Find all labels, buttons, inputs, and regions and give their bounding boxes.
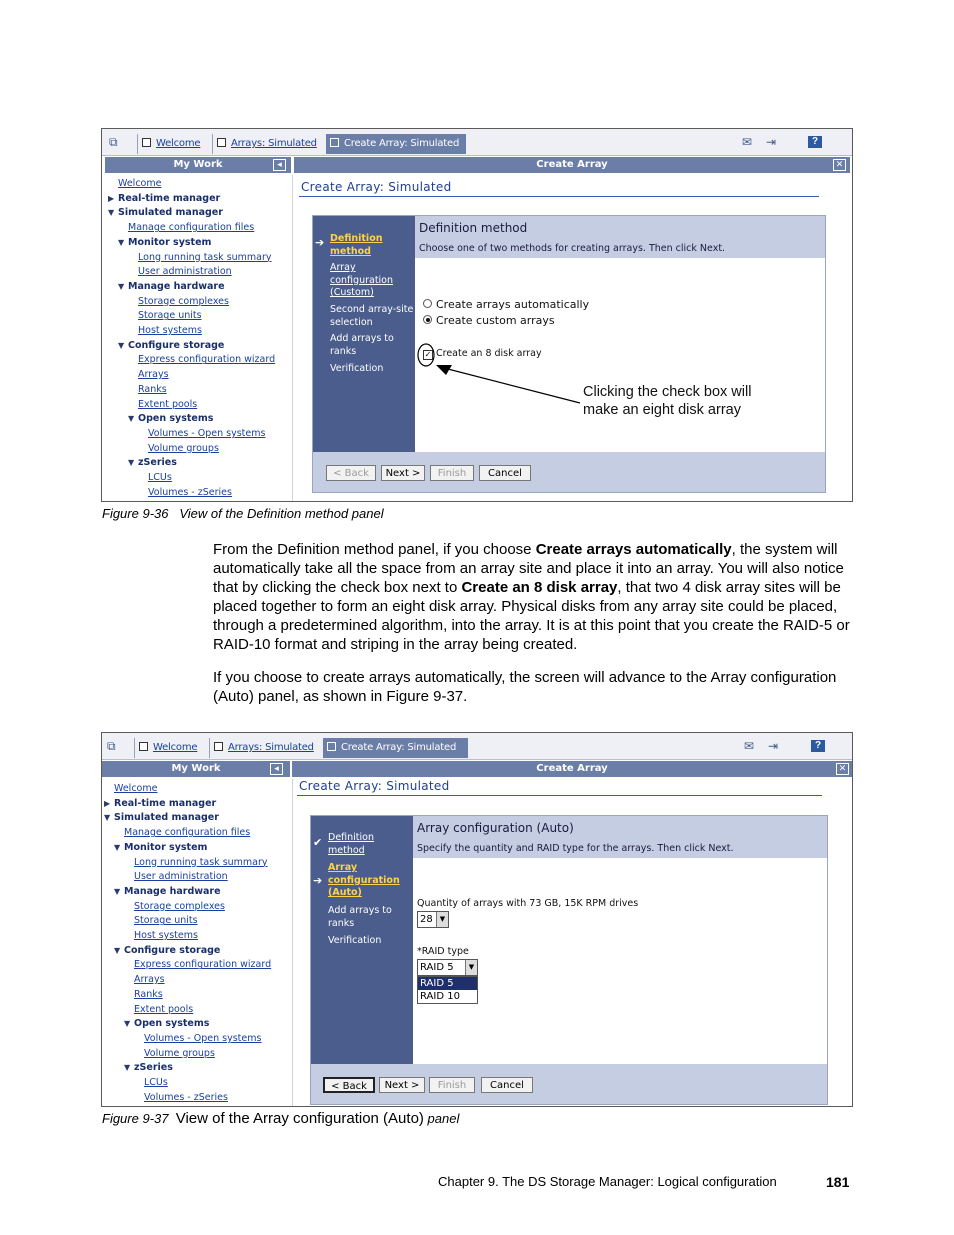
expand-right-icon[interactable]: ▶	[104, 798, 111, 808]
screenshot-definition-method	[101, 128, 853, 502]
collapse-icon[interactable]: ◂	[273, 159, 286, 171]
expand-down-icon[interactable]: ▼	[124, 1019, 131, 1029]
expand-down-icon[interactable]: ▼	[118, 281, 125, 291]
nav-item-manage-hardware[interactable]: Manage hardware	[128, 280, 225, 292]
callout-circle	[418, 344, 434, 366]
my-work-title: My Work	[173, 159, 223, 170]
panel-header	[413, 816, 827, 858]
nav-item-express-configuration-wizard[interactable]: Express configuration wizard	[134, 959, 272, 971]
panel-description: Choose one of two methods for creating arrays. Then click Next.	[419, 243, 726, 254]
nav-item-user-administration[interactable]: User administration	[138, 266, 232, 278]
nav-item-user-administration[interactable]: User administration	[134, 871, 228, 883]
create-array-title: Create Array	[536, 763, 608, 774]
raid-type-label: *RAID type	[417, 946, 469, 957]
quantity-select[interactable]	[417, 911, 449, 928]
screenshot-array-configuration-auto	[101, 732, 853, 1107]
back-button[interactable]: < Back	[326, 465, 376, 481]
nav-item-volume-groups[interactable]: Volume groups	[148, 442, 219, 454]
close-icon[interactable]: ✕	[833, 159, 846, 171]
logout-icon[interactable]: ⇥	[768, 739, 779, 753]
nav-item-configure-storage[interactable]: Configure storage	[128, 339, 225, 351]
nav-item-manage-configuration-files[interactable]: Manage configuration files	[124, 827, 251, 839]
nav-item-volume-groups[interactable]: Volume groups	[144, 1047, 215, 1059]
back-button[interactable]: < Back	[323, 1077, 375, 1093]
callout-line-2: make an eight disk array	[583, 402, 741, 418]
step-array-configuration-auto[interactable]: Array configuration (Auto)	[328, 862, 400, 898]
nav-item-ranks[interactable]: Ranks	[138, 383, 167, 395]
wizard-steps	[311, 816, 413, 1064]
expand-down-icon[interactable]: ▼	[114, 945, 121, 955]
logout-icon[interactable]: ⇥	[766, 135, 777, 149]
nav-item-simulated-manager[interactable]: Simulated manager	[118, 207, 223, 219]
quantity-value: 28	[420, 914, 433, 925]
nav-item-monitor-system[interactable]: Monitor system	[124, 841, 208, 853]
portfolio-icon[interactable]: ⧉	[109, 135, 118, 149]
nav-item-host-systems[interactable]: Host systems	[134, 930, 198, 941]
cancel-button[interactable]: Cancel	[479, 465, 531, 481]
nav-item-lcus[interactable]: LCUs	[148, 472, 172, 483]
nav-item-real-time-manager[interactable]: Real-time manager	[118, 192, 221, 204]
finish-button[interactable]: Finish	[429, 1077, 475, 1093]
nav-item-zseries[interactable]: zSeries	[134, 1062, 173, 1074]
nav-item-zseries[interactable]: zSeries	[138, 457, 177, 469]
expand-down-icon[interactable]: ▼	[124, 1063, 131, 1073]
caption-number: Figure 9-36	[102, 506, 169, 521]
nav-item-welcome[interactable]: Welcome	[118, 178, 162, 189]
expand-down-icon[interactable]: ▼	[128, 414, 135, 424]
caption-text: View of the Definition method panel	[179, 506, 384, 521]
step-verification: Verification	[330, 363, 384, 374]
tab-arrays-simulated[interactable]: Arrays: Simulated	[212, 134, 322, 154]
title-rule	[297, 795, 822, 796]
footer-chapter: Chapter 9. The DS Storage Manager: Logical configuration	[438, 1174, 777, 1189]
panel-description: Specify the quantity and RAID type for the arrays. Then click Next.	[417, 843, 734, 854]
radio-label: Create arrays automatically	[436, 298, 590, 311]
quantity-label: Quantity of arrays with 73 GB, 15K RPM drives	[417, 898, 639, 909]
tab-welcome[interactable]: Welcome	[134, 738, 206, 758]
dropdown-arrow-icon[interactable]: ▼	[436, 912, 448, 927]
step-add-arrays-to-ranks: Add arrays to ranks	[330, 333, 394, 357]
raid-type-options	[417, 976, 478, 1004]
raid-option-10[interactable]: RAID 10	[420, 991, 460, 1002]
page-number: 181	[826, 1174, 850, 1190]
cancel-button[interactable]: Cancel	[481, 1077, 533, 1093]
wizard-panel	[310, 815, 828, 1105]
step-add-arrays-to-ranks: Add arrays to ranks	[328, 905, 392, 929]
my-work-title: My Work	[171, 763, 221, 774]
nav-item-welcome[interactable]: Welcome	[114, 783, 158, 794]
nav-item-configure-storage[interactable]: Configure storage	[124, 944, 221, 956]
close-icon[interactable]: ✕	[836, 763, 849, 775]
finish-button[interactable]: Finish	[430, 465, 474, 481]
create-array-header	[292, 761, 852, 777]
tab-create-array[interactable]: Create Array: Simulated	[323, 738, 468, 758]
expand-down-icon[interactable]: ▼	[114, 886, 121, 896]
callout-text	[583, 383, 751, 419]
expand-right-icon[interactable]: ▶	[108, 193, 115, 203]
next-button[interactable]: Next >	[381, 465, 425, 481]
button-bar	[311, 1064, 827, 1104]
nav-item-storage-complexes[interactable]: Storage complexes	[134, 900, 225, 912]
expand-down-icon[interactable]: ▼	[118, 340, 125, 350]
nav-item-simulated-manager[interactable]: Simulated manager	[114, 812, 219, 824]
panel-title: Array configuration (Auto)	[417, 821, 574, 835]
nav-item-real-time-manager[interactable]: Real-time manager	[114, 797, 217, 809]
nav-item-arrays[interactable]: Arrays	[134, 974, 165, 986]
step-second-array-site-selection: Second array-site selection	[330, 304, 414, 328]
nav-item-manage-hardware[interactable]: Manage hardware	[124, 885, 221, 897]
tab-create-array[interactable]: Create Array: Simulated	[326, 134, 466, 154]
tab-arrays-simulated[interactable]: Arrays: Simulated	[209, 738, 319, 758]
caption-text: View of the Array configuration (Auto)	[175, 1110, 424, 1127]
completed-check-icon: ✔	[313, 836, 323, 849]
my-work-header	[102, 761, 290, 777]
nav-item-monitor-system[interactable]: Monitor system	[128, 236, 212, 248]
nav-item-volumes-open-systems[interactable]: Volumes - Open systems	[144, 1032, 262, 1044]
nav-item-open-systems[interactable]: Open systems	[138, 413, 214, 425]
radio-label: Create custom arrays	[436, 314, 555, 327]
paragraph-1: From the Definition method panel, if you choose Create arrays automatically, the system will automatically take all the space from an array site and place it into an array. You will also notice that by clicking the check box next to Create an 8 disk array, that two 4 disk array sites will be placed together to form an eight disk array. Physical disks from any array site could be placed, through a predetermined algorithm, into the array. It is at this point that you create the RAID-5 or RAID-10 format and striping in the array being created.	[213, 541, 850, 653]
nav-item-volumes-zseries[interactable]: Volumes - zSeries	[148, 486, 232, 498]
current-step-arrow-icon: ➔	[315, 236, 325, 249]
nav-item-volumes-open-systems[interactable]: Volumes - Open systems	[148, 427, 266, 439]
caption-number: Figure 9-37	[102, 1111, 169, 1126]
nav-item-open-systems[interactable]: Open systems	[134, 1018, 210, 1030]
create-array-title: Create Array	[536, 159, 608, 170]
nav-item-storage-units[interactable]: Storage units	[138, 310, 202, 322]
expand-down-icon[interactable]: ▼	[104, 813, 111, 823]
raid-type-select[interactable]	[417, 959, 478, 976]
expand-down-icon[interactable]: ▼	[114, 842, 121, 852]
nav-item-long-running-task-summary[interactable]: Long running task summary	[138, 251, 272, 263]
nav-item-express-configuration-wizard[interactable]: Express configuration wizard	[138, 354, 276, 366]
figure-caption-9-37	[102, 1110, 459, 1127]
page-title: Create Array: Simulated	[299, 779, 450, 793]
nav-item-lcus[interactable]: LCUs	[144, 1077, 168, 1088]
step-array-configuration-custom[interactable]: Array configuration (Custom)	[330, 262, 394, 298]
help-icon[interactable]: ?	[808, 136, 822, 148]
tab-welcome[interactable]: Welcome	[137, 134, 209, 154]
help-icon[interactable]: ?	[811, 740, 825, 752]
tab-bar	[102, 733, 852, 760]
paragraph-2: If you choose to create arrays automatically, the screen will advance to the Array configuration (Auto) panel, as shown in Figure 9-37.	[213, 669, 837, 705]
nav-item-host-systems[interactable]: Host systems	[138, 325, 202, 336]
nav-item-extent-pools[interactable]: Extent pools	[134, 1003, 194, 1015]
mail-icon[interactable]: ✉	[744, 739, 755, 753]
caption-tail: panel	[427, 1111, 460, 1126]
expand-down-icon[interactable]: ▼	[128, 458, 135, 468]
expand-down-icon[interactable]: ▼	[118, 237, 125, 247]
panel-title: Definition method	[419, 221, 528, 235]
step-definition-method[interactable]: Definition method	[330, 233, 383, 257]
collapse-icon[interactable]: ◂	[270, 763, 283, 775]
current-step-arrow-icon: ➔	[313, 874, 323, 887]
panel-body	[413, 816, 827, 1064]
callout-line-1: Clicking the check box will	[583, 384, 752, 400]
dropdown-arrow-icon[interactable]: ▼	[465, 960, 477, 975]
callout-line	[444, 368, 580, 403]
figure-caption-9-36	[102, 506, 384, 521]
raid-type-value: RAID 5	[420, 962, 454, 973]
checkbox[interactable]: ✓	[424, 350, 432, 359]
nav-item-storage-complexes[interactable]: Storage complexes	[138, 295, 229, 307]
nav-item-long-running-task-summary[interactable]: Long running task summary	[134, 856, 268, 868]
step-verification: Verification	[328, 935, 382, 946]
nav-item-arrays[interactable]: Arrays	[138, 369, 169, 381]
nav-item-extent-pools[interactable]: Extent pools	[138, 398, 198, 410]
next-button[interactable]: Next >	[379, 1077, 425, 1093]
nav-item-ranks[interactable]: Ranks	[134, 988, 163, 1000]
nav-item-manage-configuration-files[interactable]: Manage configuration files	[128, 222, 255, 234]
nav-item-volumes-zseries[interactable]: Volumes - zSeries	[144, 1091, 228, 1103]
expand-down-icon[interactable]: ▼	[108, 208, 115, 218]
page-title: Create Array: Simulated	[301, 180, 452, 194]
raid-option-5[interactable]: RAID 5	[418, 977, 477, 990]
step-definition-method[interactable]: Definition method	[328, 832, 375, 856]
my-work-nav	[102, 779, 293, 1106]
portfolio-icon[interactable]: ⧉	[107, 739, 116, 753]
checkbox-label: Create an 8 disk array	[436, 348, 542, 359]
mail-icon[interactable]: ✉	[742, 135, 753, 149]
callout-arrow	[102, 129, 853, 502]
nav-item-storage-units[interactable]: Storage units	[134, 915, 198, 927]
